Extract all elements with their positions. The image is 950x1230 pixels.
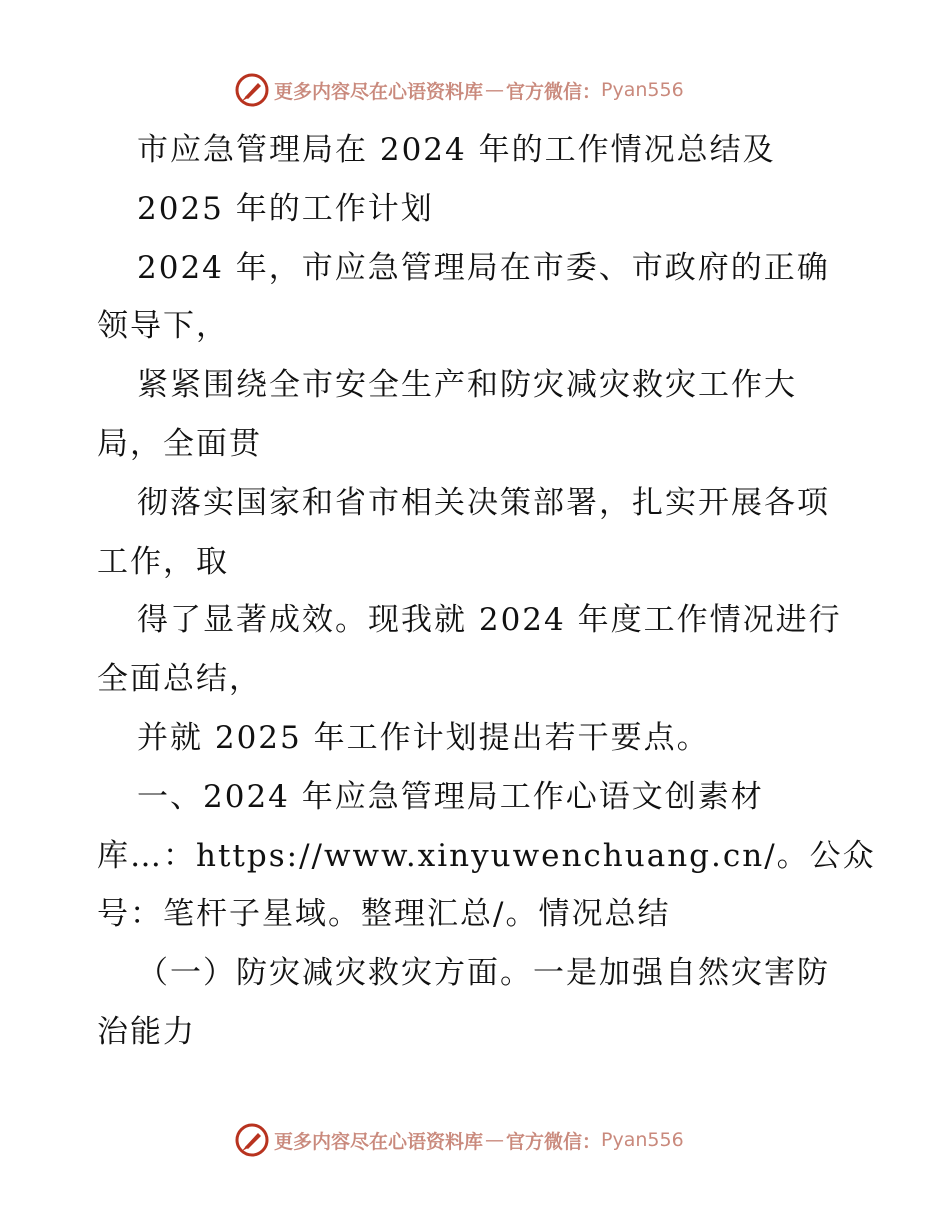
watermark-label: 官方微信： (506, 80, 602, 103)
text-line: （一）防灾减灾救灾方面。一是加强自然灾害防 (137, 955, 830, 992)
text-line: 并就 2025 年工作计划提出若干要点。 (137, 719, 710, 756)
text-line: 领导下， (97, 308, 229, 345)
text-line: 治能力 (97, 1013, 196, 1050)
watermark-separator: — (485, 79, 505, 101)
text-line: 市应急管理局在 2024 年的工作情况总结及 (137, 132, 776, 168)
watermark-separator: — (485, 1129, 505, 1151)
header-watermark (234, 71, 684, 109)
text-line: 得了显著成效。现我就 2024 年度工作情况进行 (137, 602, 842, 639)
text-line: 工作，取 (97, 543, 229, 580)
watermark-label: 官方微信： (506, 1130, 602, 1153)
watermark-text: 更多内容尽在心语资料库 (274, 80, 484, 103)
quill-seal-icon (234, 72, 270, 108)
text-line: 一、2024 年应急管理局工作心语文创素材 (137, 778, 764, 815)
watermark-wechat-id: Pyan556 (601, 79, 684, 101)
footer-watermark (234, 1121, 684, 1159)
text-line: 2024 年，市应急管理局在市委、市政府的正确 (137, 249, 830, 286)
text-line: 2025 年的工作计划 (137, 190, 434, 227)
text-line: 号：笔杆子星域。整理汇总/。情况总结 (97, 896, 671, 933)
watermark-text: 更多内容尽在心语资料库 (274, 1130, 484, 1153)
text-line: 库…：https://www.xinyuwenchuang.cn/。公众 (97, 837, 876, 874)
text-line: 局，全面贯 (97, 425, 262, 462)
quill-seal-icon (234, 1122, 270, 1158)
text-line: 紧紧围绕全市安全生产和防灾减灾救灾工作大 (137, 367, 797, 404)
watermark-wechat-id: Pyan556 (601, 1129, 684, 1151)
text-line: 彻落实国家和省市相关决策部署，扎实开展各项 (137, 484, 830, 521)
text-line: 全面总结， (97, 661, 262, 698)
document-body (97, 121, 876, 1062)
